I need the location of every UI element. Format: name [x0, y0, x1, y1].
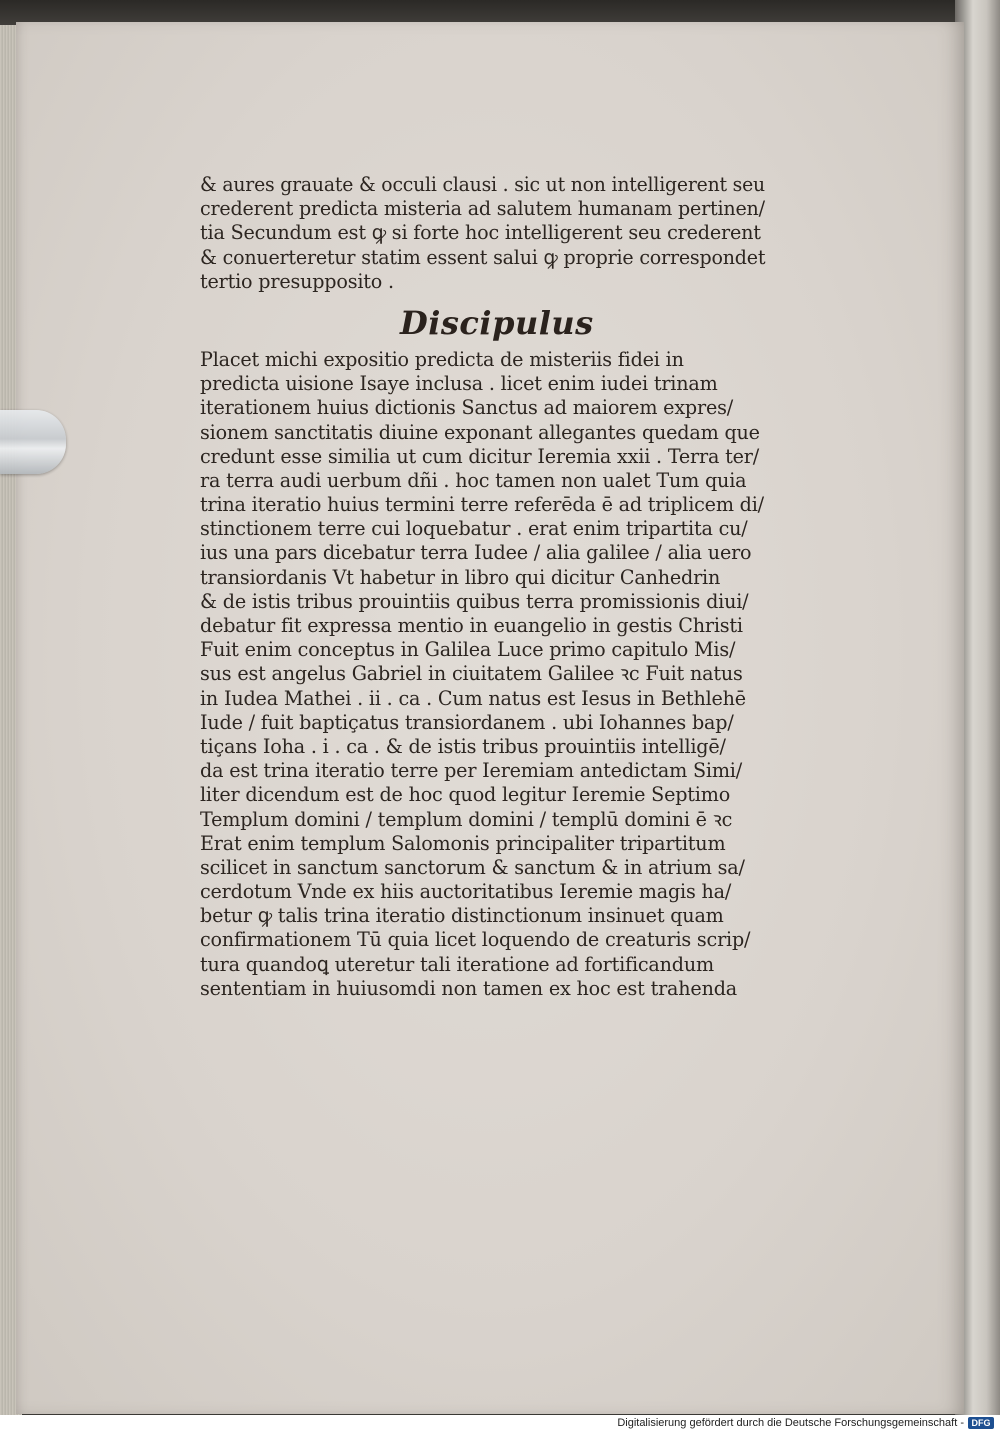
main-paragraph-line: Templum domini / templum domini / templū domini ē ꝛc — [200, 806, 733, 831]
top-paragraph-line: & conuerteretur statim essent salui ꝙ proprie correspondet — [200, 244, 766, 269]
main-paragraph-line: iterationem huius dictionis Sanctus ad maiorem expres/ — [200, 395, 734, 420]
main-paragraph-line: Erat enim templum Salomonis principaliter tripartitum — [200, 830, 726, 855]
faded-mark — [62, 82, 102, 92]
main-paragraph-line: cerdotum Vnde ex hiis auctoritatibus Ieremie magis ha/ — [200, 879, 732, 904]
main-paragraph-line: sus est angelus Gabriel in ciuitatem Galilee ꝛc Fuit natus — [200, 661, 743, 686]
main-paragraph-line: tiçans Ioha . i . ca . & de istis tribus prouintiis intelligē/ — [200, 733, 726, 758]
main-paragraph-line: predicta uisione Isaye inclusa . licet enim iudei trinam — [200, 371, 718, 396]
main-paragraph-line: ius una pars dicebatur terra Iudee / alia galilee / alia uero — [200, 540, 752, 565]
page-clip — [0, 410, 66, 474]
main-paragraph-line: trina iteratio huius termini terre referēda ē ad triplicem di/ — [200, 492, 764, 517]
main-paragraph-line: sionem sanctitatis diuine exponant allegantes quedam que — [200, 419, 760, 444]
main-paragraph-line: ra terra audi uerbum dñi . hoc tamen non ualet Tum quia — [200, 467, 747, 492]
main-paragraph-line: scilicet in sanctum sanctorum & sanctum & in atrium sa/ — [200, 854, 745, 879]
main-paragraph-line: betur ꝙ talis trina iteratio distinctionum insinuet quam — [200, 903, 724, 928]
top-paragraph-line: tertio presupposito . — [200, 268, 394, 293]
top-paragraph-line: & aures grauate & occuli clausi . sic ut non intelligerent seu — [200, 172, 765, 196]
main-paragraph-line: da est trina iteratio terre per Ieremiam antedictam Simi/ — [200, 758, 742, 783]
main-paragraph-line: transiordanis Vt habetur in libro qui dicitur Canhedrin — [200, 564, 721, 589]
main-paragraph-line: credunt esse similia ut cum dicitur Ieremia xxii . Terra ter/ — [200, 443, 759, 468]
text-block — [200, 172, 790, 1000]
main-paragraph-line: confirmationem Tū quia licet loquendo de creaturis scrip/ — [200, 927, 751, 952]
main-paragraph-line: liter dicendum est de hoc quod legitur Ieremie Septimo — [200, 782, 731, 807]
main-paragraph-line: Fuit enim conceptus in Galilea Luce primo capitulo Mis/ — [200, 637, 736, 662]
main-paragraph-line: tura quandoꝗ uteretur tali iteratione ad fortificandum — [200, 951, 714, 976]
main-paragraph-line: stinctionem terre cui loquebatur . erat enim tripartita cu/ — [200, 516, 748, 541]
top-paragraph — [200, 172, 790, 293]
main-paragraph-line: debatur fit expressa mentio in euangelio in gestis Christi — [200, 613, 743, 637]
dfg-logo: DFG — [968, 1417, 994, 1429]
section-heading: Discipulus — [400, 303, 594, 342]
footer-credit: Digitalisierung gefördert durch die Deutsche Forschungsgemeinschaft - — [617, 1417, 964, 1429]
main-paragraph — [200, 347, 790, 1000]
main-paragraph-line: Iude / fuit baptiçatus transiordanem . ubi Iohannes bap/ — [200, 709, 734, 734]
main-paragraph-line: in Iudea Mathei . ii . ca . Cum natus est Iesus in Bethlehē — [200, 685, 746, 710]
main-paragraph-line: Placet michi expositio predicta de misteriis fidei in — [200, 346, 684, 371]
top-paragraph-line: crederent predicta misteria ad salutem humanam pertinen/ — [200, 196, 765, 221]
top-paragraph-line: tia Secundum est ꝙ si forte hoc intelligerent seu crederent — [200, 220, 761, 245]
main-paragraph-line: & de istis tribus prouintiis quibus terra promissionis diui/ — [200, 588, 749, 613]
main-paragraph-line: sententiam in huiusomdi non tamen ex hoc est trahenda — [200, 975, 738, 1000]
